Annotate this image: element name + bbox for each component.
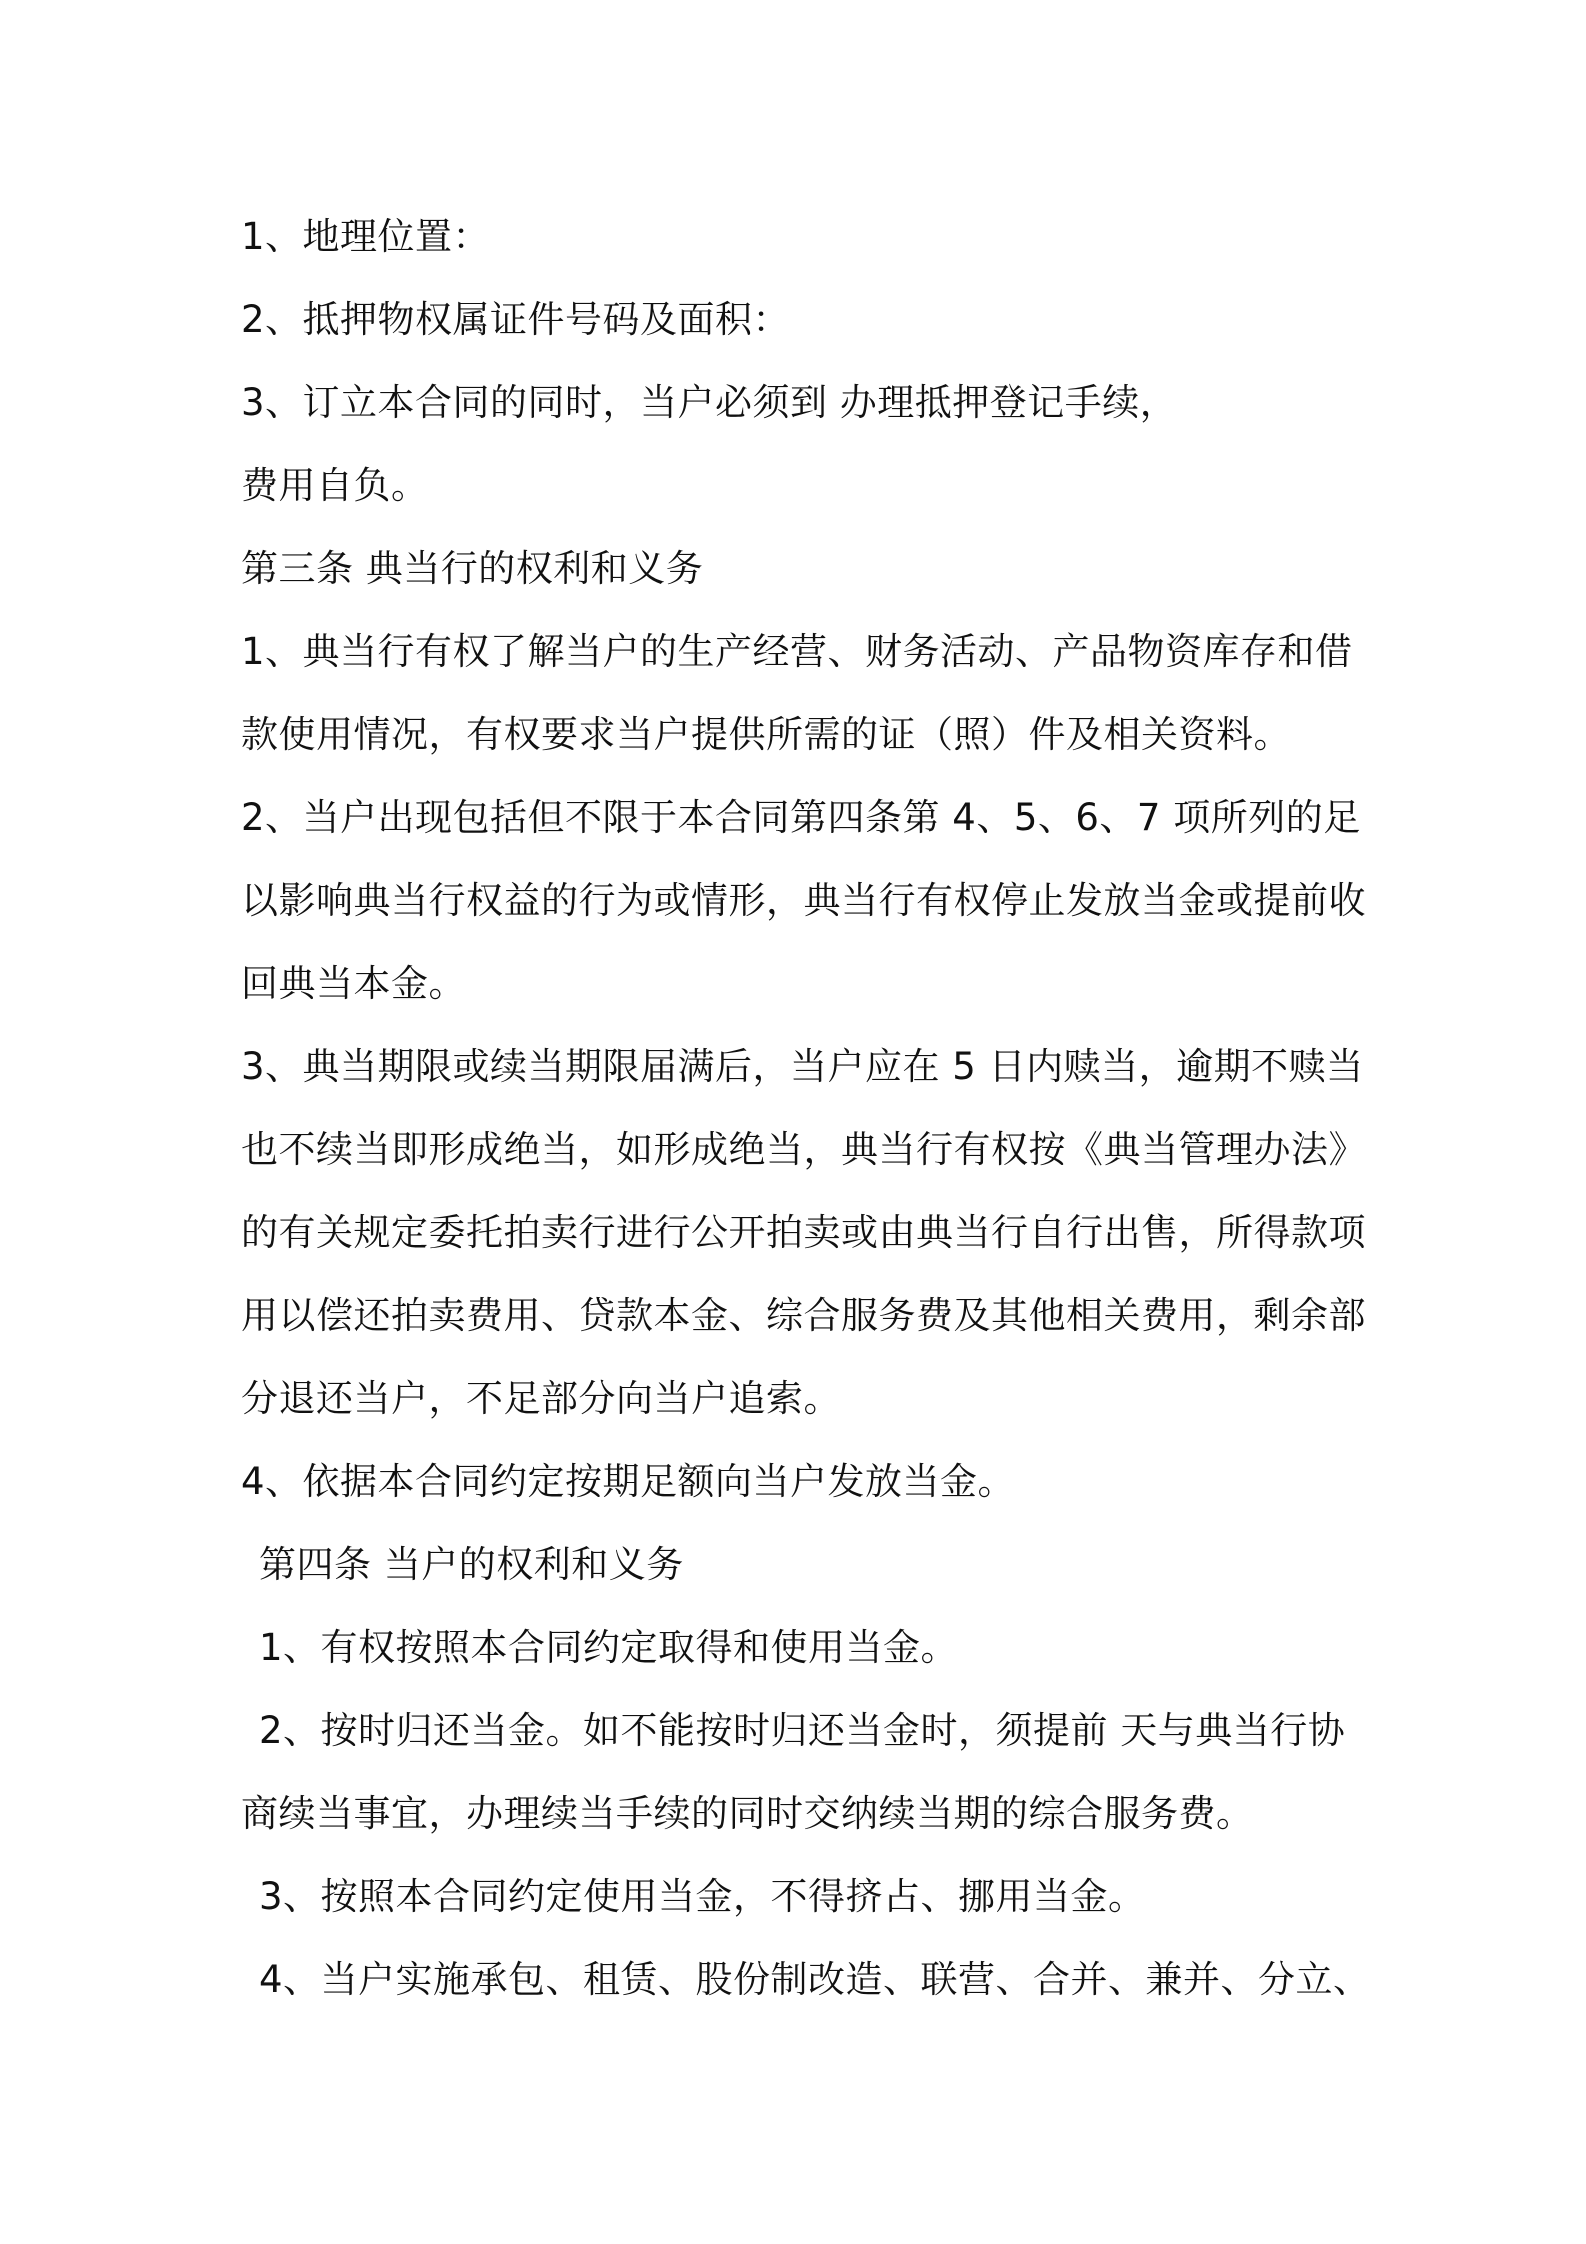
paragraph-line-20: 商续当事宜，办理续当手续的同时交纳续当期的综合服务费。 xyxy=(241,1792,1254,1835)
paragraph-line-7: 款使用情况，有权要求当户提供所需的证（照）件及相关资料。 xyxy=(241,713,1291,756)
paragraph-line-10: 回典当本金。 xyxy=(241,962,466,1005)
paragraph-line-14: 用以偿还拍卖费用、贷款本金、综合服务费及其他相关费用，剩余部 xyxy=(241,1294,1366,1337)
section-heading-article-3: 第三条 典当行的权利和义务 xyxy=(241,547,704,590)
paragraph-line-2: 2、抵押物权属证件号码及面积： xyxy=(241,298,791,341)
paragraph-line-16: 4、依据本合同约定按期足额向当户发放当金。 xyxy=(241,1460,1016,1503)
paragraph-line-6: 1、典当行有权了解当户的生产经营、财务活动、产品物资库存和借 xyxy=(241,630,1353,673)
paragraph-line-9: 以影响典当行权益的行为或情形，典当行有权停止发放当金或提前收 xyxy=(241,879,1366,922)
paragraph-line-22: 4、当户实施承包、租赁、股份制改造、联营、合并、兼并、分立、 xyxy=(259,1958,1371,2001)
paragraph-line-15: 分退还当户，不足部分向当户追索。 xyxy=(241,1377,841,1420)
paragraph-line-3: 3、订立本合同的同时，当户必须到 办理抵押登记手续， xyxy=(241,381,1178,424)
paragraph-line-1: 1、地理位置： xyxy=(241,215,491,258)
paragraph-line-11: 3、典当期限或续当期限届满后，当户应在 5 日内赎当，逾期不赎当 xyxy=(241,1045,1364,1088)
paragraph-line-8: 2、当户出现包括但不限于本合同第四条第 4、5、6、7 项所列的足 xyxy=(241,796,1361,839)
section-heading-article-4: 第四条 当户的权利和义务 xyxy=(259,1543,684,1586)
paragraph-line-4: 费用自负。 xyxy=(241,464,429,507)
paragraph-line-18: 1、有权按照本合同约定取得和使用当金。 xyxy=(259,1626,959,1669)
paragraph-line-19: 2、按时归还当金。如不能按时归还当金时，须提前 天与典当行协 xyxy=(259,1709,1346,1752)
paragraph-line-12: 也不续当即形成绝当，如形成绝当，典当行有权按《典当管理办法》 xyxy=(241,1128,1366,1171)
paragraph-line-13: 的有关规定委托拍卖行进行公开拍卖或由典当行自行出售，所得款项 xyxy=(241,1211,1366,1254)
paragraph-line-21: 3、按照本合同约定使用当金，不得挤占、挪用当金。 xyxy=(259,1875,1146,1918)
document-body xyxy=(241,195,1371,2021)
